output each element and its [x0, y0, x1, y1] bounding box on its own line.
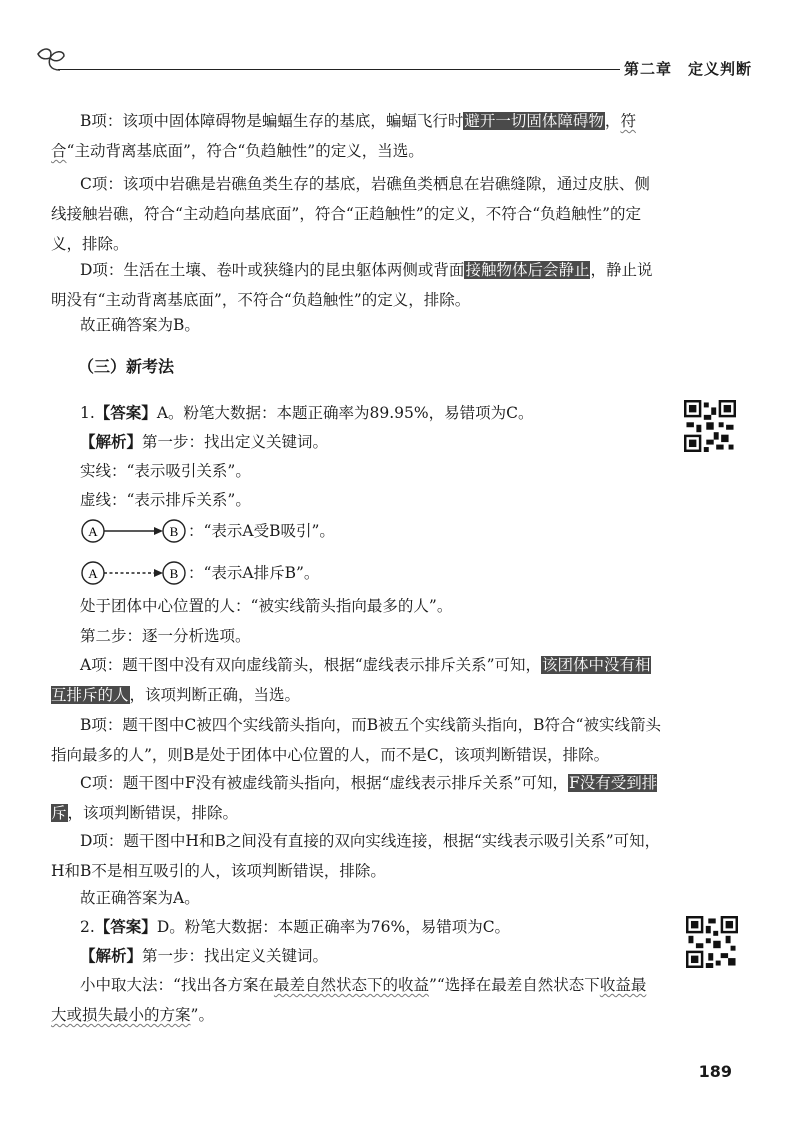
q1-analysis: 【解析】第一步：找出定义关键词。 — [80, 432, 329, 451]
section-title: （三）新考法 — [78, 357, 175, 376]
q2-definition: 小中取大法：“找出各方案在最差自然状态下的收益”“选择在最差自然状态下收益最大或损失最小的方案”。 — [51, 976, 647, 1024]
chapter-title: 第二章 定义判断 — [623, 60, 752, 78]
step2-line: 第二步：逐一分析选项。 — [80, 627, 251, 645]
qr-code-icon[interactable] — [686, 916, 738, 968]
highlight: 避开一切固体障碍物 — [464, 112, 604, 130]
node-a: A — [88, 566, 98, 581]
dashed-line-def: 虚线：“表示排斥关系”。 — [80, 491, 251, 509]
node-a: A — [88, 524, 98, 539]
q1-option-c: C项：题干图中F没有被虚线箭头指向，根据“虚线表示排斥关系”可知，F没有受到排斥，该项判断错误，排除。 — [51, 774, 658, 822]
highlight: 该团体中没有相互排斥的人 — [51, 656, 651, 704]
option-b-paragraph: B项：该项中固体障碍物是蝙蝠生存的基底，蝙蝠飞行时避开一切固体障碍物，符合“主动背离基底面”，符合“负趋触性”的定义，当选。 — [51, 112, 636, 160]
option-c-paragraph: C项：该项中岩礁是岩礁鱼类生存的基底，岩礁鱼类栖息在岩礁缝隙，通过皮肤、侧线接触岩礁，符合“主动趋向基底面”，符合“正趋触性”的定义，不符合“负趋触性”的定义，排除。 — [51, 175, 650, 253]
page-number: 189 — [698, 1062, 732, 1081]
q1-final-answer: 故正确答案为A。 — [80, 889, 200, 907]
q1-option-a: A项：题干图中没有双向虚线箭头，根据“虚线表示排斥关系”可知，该团体中没有相互排斥的人，该项判断正确，当选。 — [51, 656, 651, 704]
solid-line-def: 实线：“表示吸引关系”。 — [80, 462, 251, 480]
node-b: B — [169, 566, 179, 581]
q1-option-b: B项：题干图中C被四个实线箭头指向，而B被五个实线箭头指向，B符合“被实线箭头指向最多的人”，则B是处于团体中心位置的人，而不是C，该项判断错误，排除。 — [51, 716, 661, 764]
option-d-paragraph: D项：生活在土壤、卷叶或狭缝内的昆虫躯体两侧或背面接触物体后会静止，静止说明没有“主动背离基底面”，不符合“负趋触性”的定义，排除。 — [51, 261, 653, 309]
q2-analysis: 【解析】第一步：找出定义关键词。 — [80, 946, 329, 965]
header-rule — [58, 69, 620, 70]
highlight: 接触物体后会静止 — [465, 261, 590, 279]
q1-answer: 1.【答案】A。粉笔大数据：本题正确率为89.95%，易错项为C。 — [80, 403, 534, 422]
node-b: B — [169, 524, 179, 539]
q1-option-d: D项：题干图中H和B之间没有直接的双向实线连接，根据“实线表示吸引关系”可知，H和B不是相互吸引的人，该项判断错误，排除。 — [51, 832, 661, 880]
answer-line: 故正确答案为B。 — [80, 316, 200, 334]
highlight: F没有受到排斥 — [51, 774, 658, 822]
page-header — [30, 44, 770, 84]
qr-code-icon[interactable] — [684, 400, 736, 452]
center-person-def: 处于团体中心位置的人：“被实线箭头指向最多的人”。 — [80, 597, 453, 615]
q2-answer: 2.【答案】D。粉笔大数据：本题正确率为76%，易错项为C。 — [80, 917, 511, 936]
leaf-icon — [34, 44, 68, 78]
